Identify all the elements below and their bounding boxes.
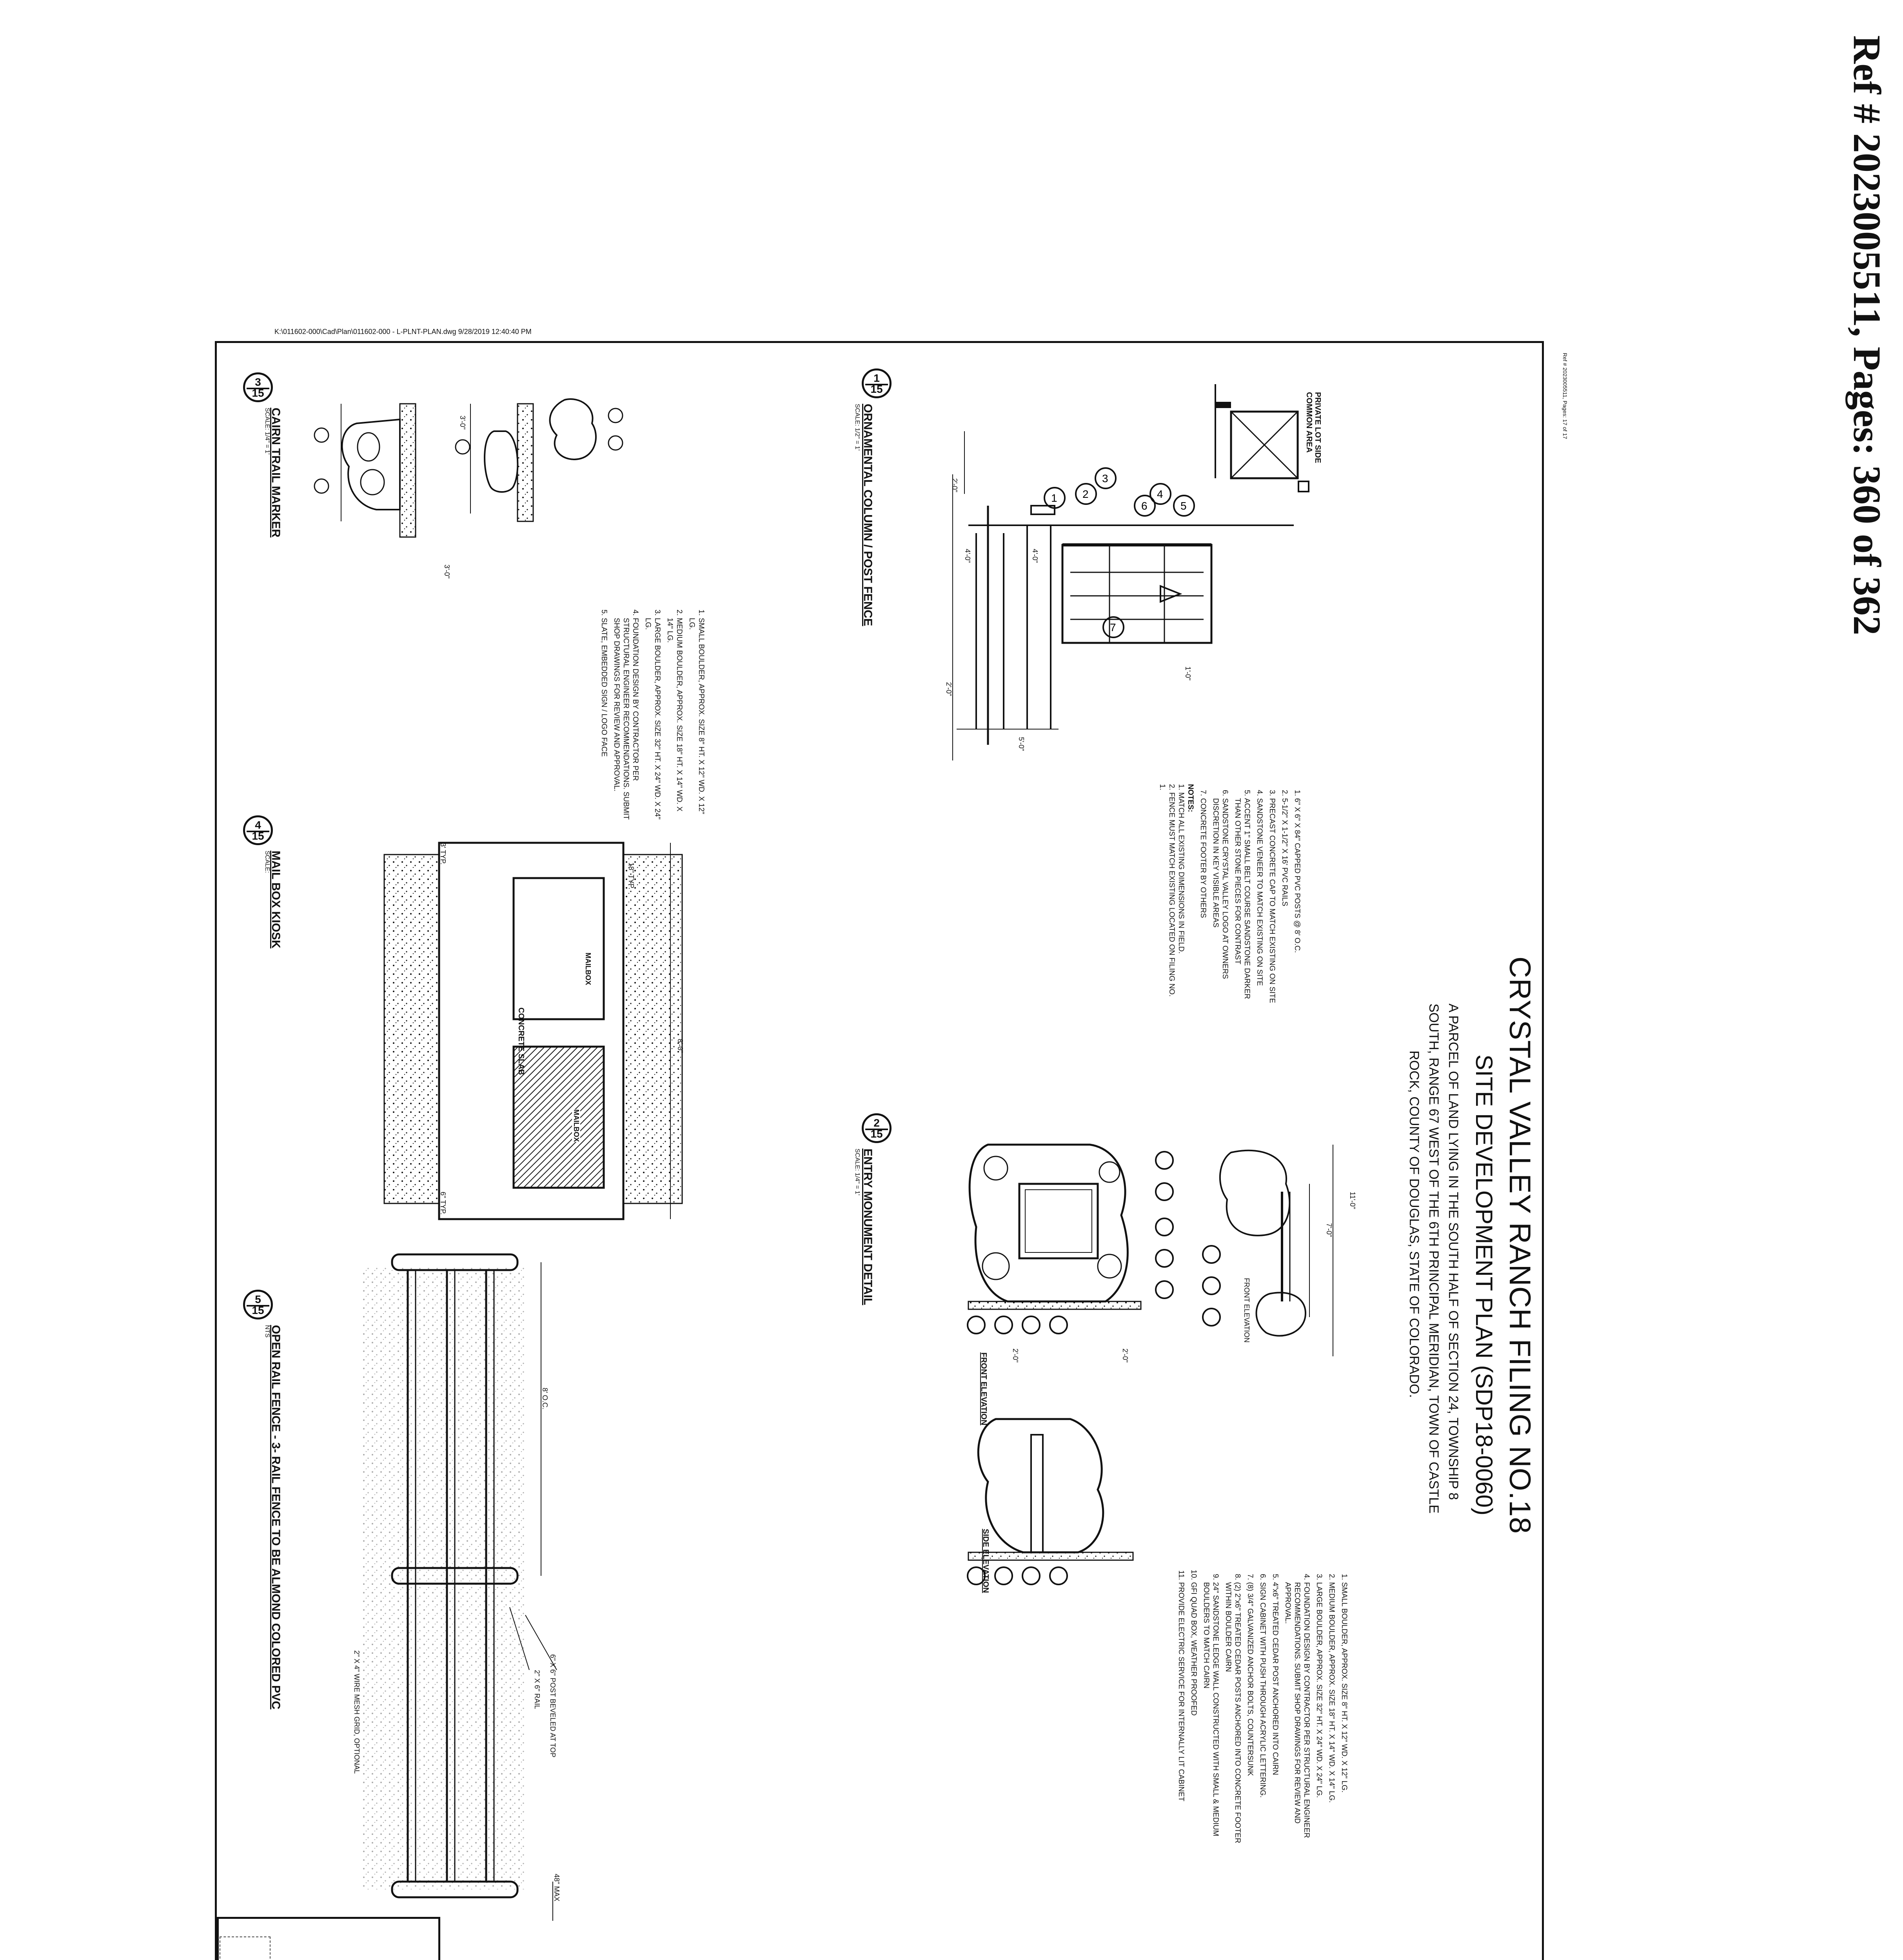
detail-3-notes [596, 604, 706, 823]
mailbox-label-2: MAILBOX [572, 1109, 580, 1142]
detail-3-scale: SCALE: 1/4" = 1' [264, 408, 271, 455]
d1-general-note: 2. FENCE MUST MATCH EXISTING LOCATED ON FILING NO. 1. [1158, 784, 1176, 997]
d2-note: 2. MEDIUM BOULDER, APPROX. SIZE 18" HT. X 14" WD. X 14" LG. [1327, 1582, 1336, 1850]
common-area-label: COMMON AREA [1305, 392, 1313, 453]
fence-post-label: 6" X 6" POST BEVELED AT TOP [549, 1654, 557, 1758]
d1-dim-4: 5'-0" [1017, 737, 1025, 751]
d2-note: 8. (2) 2"x6" TREATED CEDAR POSTS ANCHORED INTO CONCRETE FOOTER WITHIN BOULDER CAIRN [1223, 1582, 1242, 1850]
d1-dim-6: 2'-0" [945, 682, 953, 696]
d2-dim-3: 2'-0" [1121, 1348, 1129, 1363]
svg-text:6: 6 [1141, 500, 1148, 512]
parcel-description-1: A PARCEL OF LAND LYING IN THE SOUTH HALF OF SECTION 24, TOWNSHIP 8 [1446, 1004, 1461, 1500]
parcel-description-3: ROCK, COUNTY OF DOUGLAS, STATE OF COLORADO. [1407, 1051, 1422, 1398]
detail-5-drawing [345, 1254, 572, 1929]
side-elevation-label: SIDE ELEVATION [981, 1529, 990, 1593]
detail-2-title: ENTRY MONUMENT DETAIL [861, 1149, 874, 1305]
svg-text:7: 7 [1110, 621, 1116, 633]
d3-note: 3. LARGE BOULDER, APPROX. SIZE 32" HT. X 24" WD. X 24" LG. [643, 618, 662, 823]
d3-note: 2. MEDIUM BOULDER, APPROX. SIZE 18" HT. X 14" WD. X 14" LG. [665, 618, 684, 823]
d2-dim-2: 7'-0" [1325, 1223, 1333, 1237]
d2-note: 6. SIGN CABINET WITH PUSH THROUGH ACRYLIC LETTERING. [1258, 1582, 1267, 1850]
detail-4-callout: 4 15 [243, 815, 273, 845]
svg-text:3: 3 [1102, 472, 1108, 485]
d5-dim-max: 48" MAX [553, 1874, 561, 1902]
d2-dim-1: 11'-0" [1349, 1192, 1356, 1209]
d1-note: 2. 5-1/2" X 1-1/2" X 16' PVC RAILS [1280, 798, 1289, 1004]
fence-rail-label: 2" X 6" RAIL [533, 1670, 541, 1709]
concrete-slab-label: CONCRETE SLAB [517, 1007, 525, 1075]
d4-dim-typ: 18" TYP. [627, 862, 635, 889]
project-title: CRYSTAL VALLEY RANCH FILING NO.18 [1503, 956, 1536, 1534]
d1-note: 5. ACCENT 1" SMALL BELT COURSE SANDSTONE DARKER THAN OTHER STONE PIECES FOR CONTRAST [1233, 798, 1251, 1004]
d1-dim-5: 1'-0" [1184, 666, 1192, 681]
d2-note: 4. FOUNDATION DESIGN BY CONTRACTOR PER STRUCTURAL ENGINEER RECOMMENDATIONS. SUBMIT SHOP DRAWINGS FOR REVIEW AND APPROVAL. [1283, 1582, 1311, 1850]
d2-note: 7. (8) 3/4" GALVANIZED ANCHOR BOLTS, COUNTERSUNK [1245, 1582, 1255, 1850]
detail-1-drawing [941, 376, 1333, 760]
d2-dim-4: 2'-0" [1011, 1348, 1019, 1363]
d1-dim-3: 4'-0" [1031, 549, 1039, 563]
d3-note: 4. FOUNDATION DESIGN BY CONTRACTOR PER STRUCTURAL ENGINEER RECOMMENDATIONS. SUBMIT SHOP DRAWINGS FOR REVIEW AND APPROVAL. [612, 618, 640, 823]
detail-5-scale: NTS [264, 1325, 271, 1338]
svg-text:2: 2 [1082, 488, 1089, 500]
d4-dim-a: 6" TYP. [439, 1192, 447, 1215]
fence-mesh-label: 2" X 4" WIRE MESH GRID, OPTIONAL [353, 1650, 361, 1774]
file-path: K:\011602-000\Cad\Plan\011602-000 - L-PLNT-PLAN.dwg 9/28/2019 12:40:40 PM [274, 328, 532, 336]
detail-1-notes [1157, 784, 1302, 1004]
private-lot-label: PRIVATE LOT SIDE [1313, 392, 1322, 463]
front-elevation-label: FRONT ELEVATION [979, 1352, 988, 1425]
d4-dim-left: 3' TYP. [439, 843, 447, 865]
svg-text:4: 4 [1157, 488, 1163, 500]
detail-1-scale: SCALE: 1/2" = 1' [854, 404, 861, 451]
parcel-description-2: SOUTH, RANGE 67 WEST OF THE 6TH PRINCIPAL MERIDIAN, TOWN OF CASTLE [1426, 1004, 1441, 1514]
d3-dim-1: 3'-0" [459, 416, 467, 430]
detail-5-title: OPEN RAIL FENCE - 3- RAIL FENCE TO BE ALMOND COLORED PVC [269, 1325, 282, 1710]
d2-note: 3. LARGE BOULDER, APPROX. SIZE 32" HT. X 24" WD. X 24" LG. [1314, 1582, 1324, 1850]
detail-3-callout: 3 15 [243, 372, 273, 402]
detail-1-title: ORNAMENTAL COLUMN / POST FENCE [861, 404, 874, 626]
d3-dim-2: 3'-0" [443, 564, 451, 579]
project-subtitle: SITE DEVELOPMENT PLAN (SDP18-0060) [1471, 1054, 1497, 1515]
mailbox-label: MAILBOX [584, 953, 592, 985]
d2-note: 9. 24" SANDSTONE LEDGE WALL CONSTRUCTED WITH SMALL & MEDIUM BOULDERS TO MATCH CAIRN [1201, 1582, 1220, 1850]
d1-note: 7. CONCRETE FOOTER BY OTHERS [1198, 798, 1208, 1004]
svg-text:5: 5 [1180, 500, 1187, 512]
detail-4-drawing [349, 843, 710, 1219]
detail-3-title: CAIRN TRAIL MARKER [269, 408, 282, 538]
svg-text:1: 1 [1051, 492, 1057, 504]
detail-3-drawing [306, 392, 627, 596]
detail-5-callout: 5 15 [243, 1290, 273, 1319]
detail-2-callout: 2 15 [862, 1113, 892, 1143]
approval-stamp-imprint [220, 1936, 271, 1960]
detail-2-notes [1173, 1568, 1349, 1850]
d5-dim-oc: 8' O.C. [541, 1388, 549, 1410]
d1-note: 6. SANDSTONE CRYSTAL VALLEY LOGO AT OWNERS DISCRETION IN KEY VISIBLE AREAS [1211, 798, 1229, 1004]
detail-4-title: MAIL BOX KIOSK [269, 851, 282, 949]
d2-note: 10. GFI QUAD BOX, WEATHER PROOFED [1189, 1582, 1198, 1850]
d3-note: 5. SLATE, EMBEDDED SIGN / LOGO FACE [599, 618, 608, 823]
d2-note: 1. SMALL BOULDER, APPROX. SIZE 8" HT. X 12" WD. X 12" LG. [1339, 1582, 1349, 1850]
d2-note: 11. PROVIDE ELECTRIC SERVICE FOR INTERNALLY LIT CABINET [1176, 1582, 1186, 1850]
detail-1-callout: 1 15 [862, 368, 892, 398]
d1-note: 4. SANDSTONE VENEER TO MATCH EXISTING ON SITE [1255, 798, 1264, 1004]
d2-note: 5. 4"x6" TREATED CEDAR POST ANCHORED INTO CAIRN [1270, 1582, 1280, 1850]
d1-general-note: 1. MATCH ALL EXISTING DIMENSIONS IN FIELD. [1177, 784, 1185, 954]
detail-2-drawing [961, 1137, 1353, 1599]
d1-dim-1: 2'-0" [951, 478, 959, 492]
d1-note: 3. PRECAST CONCRETE CAP TO MATCH EXISTING ON SITE [1267, 798, 1277, 1004]
front-label-plan: FRONT ELEVATION [1243, 1278, 1251, 1343]
detail-2-scale: SCALE: 1/4" = 1' [854, 1149, 861, 1196]
d1-notes-heading: NOTES: [1186, 784, 1195, 812]
detail-4-scale: SCALE: [264, 851, 271, 873]
d1-note: 1. 6" X 6" X 84" CAPPED PVC POSTS @ 8' O.C. [1292, 798, 1302, 1004]
d3-note: 1. SMALL BOULDER, APPROX. SIZE 8" HT. X 12" WD. X 12" LG. [687, 618, 706, 823]
d1-dim-2: 4'-0" [964, 549, 971, 563]
tiny-page-stamp: Ref # 2023005511, Pages: 17 of 17 [1562, 353, 1568, 439]
ref-stamp: Ref # 2023005511, Pages: 360 of 362 [1845, 35, 1889, 635]
d4-dim-top: 8'-0" [676, 1039, 684, 1053]
